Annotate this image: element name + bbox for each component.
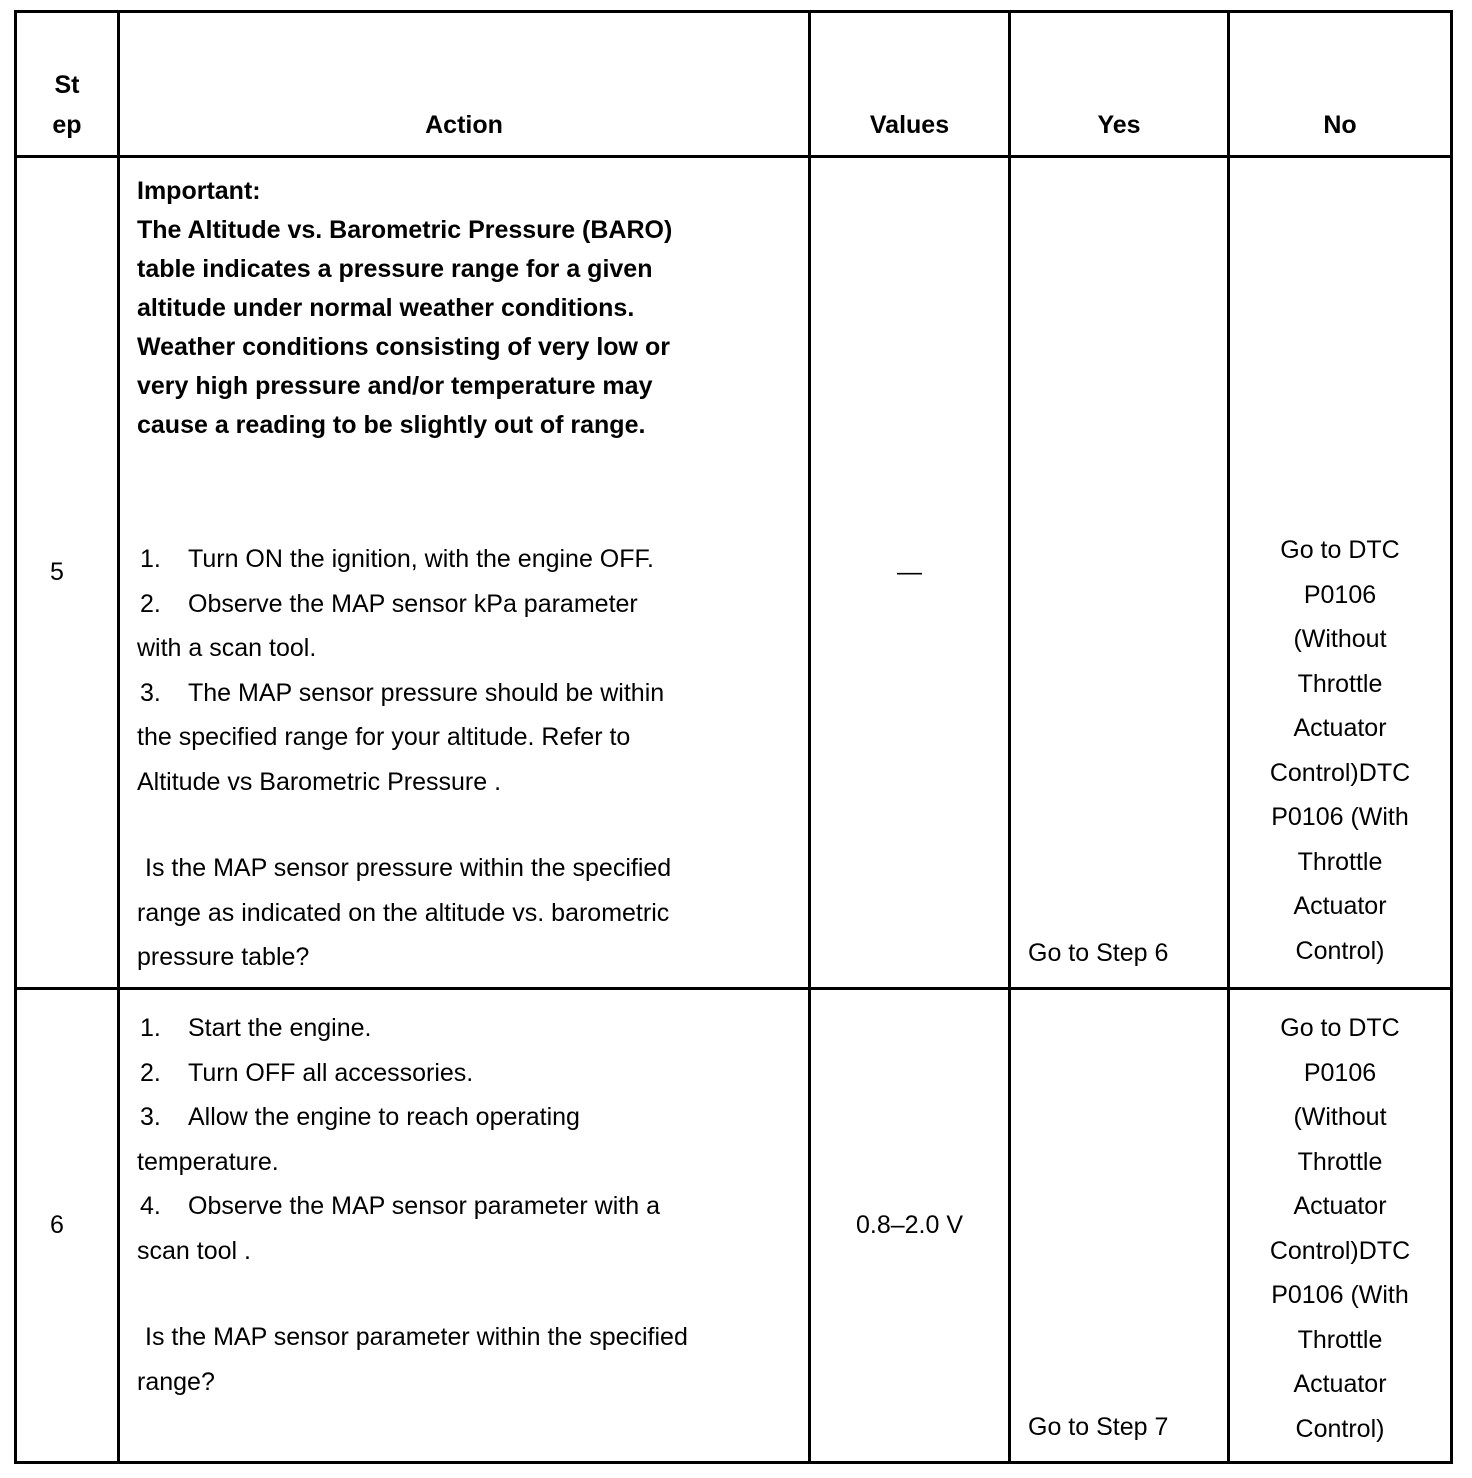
list-item bbox=[137, 671, 790, 716]
list-item-number: 1. bbox=[140, 1014, 161, 1042]
no-line: P0106 (With bbox=[1271, 1281, 1409, 1309]
step-number: 6 bbox=[16, 989, 119, 1463]
no-line: P0106 bbox=[1303, 1058, 1377, 1087]
question-line: Is the MAP sensor parameter within the specified bbox=[145, 1323, 688, 1351]
important-title: Important: bbox=[137, 177, 261, 205]
no-line: Control)DTC bbox=[1269, 758, 1411, 787]
important-line: table indicates a pressure range for a given bbox=[137, 255, 653, 283]
no-line: Actuator bbox=[1293, 1192, 1387, 1220]
action-cell bbox=[119, 989, 810, 1463]
no-line: Go to DTC bbox=[1280, 1014, 1400, 1042]
question-line: pressure table? bbox=[137, 943, 310, 971]
no-line: Control) bbox=[1295, 936, 1385, 965]
list-item-text: Start the engine. bbox=[188, 1014, 372, 1042]
header-step bbox=[16, 12, 119, 157]
no-line: Actuator bbox=[1293, 892, 1387, 920]
step-number: 5 bbox=[16, 157, 119, 989]
list-item-text: Observe the MAP sensor parameter with a bbox=[188, 1192, 660, 1220]
no-line: P0106 bbox=[1303, 580, 1377, 609]
list-item-text: Observe the MAP sensor kPa parameter bbox=[188, 589, 638, 618]
no-line: Control)DTC bbox=[1269, 1236, 1411, 1265]
no-line: Control) bbox=[1295, 1414, 1385, 1443]
list-item-number: 1. bbox=[140, 545, 161, 573]
list-item-continuation: scan tool . bbox=[137, 1236, 251, 1265]
list-item-number: 3. bbox=[140, 678, 161, 707]
diagnostic-table bbox=[14, 10, 1453, 1464]
important-note bbox=[137, 172, 790, 445]
list-item-number: 2. bbox=[140, 589, 161, 618]
important-line: The Altitude vs. Barometric Pressure (BARO) bbox=[137, 216, 673, 244]
list-item-text: Turn OFF all accessories. bbox=[188, 1058, 474, 1087]
action-cell bbox=[119, 157, 810, 989]
table-row-step-6 bbox=[16, 989, 1452, 1463]
list-item-number: 2. bbox=[140, 1058, 161, 1087]
no-cell bbox=[1229, 157, 1452, 989]
list-item bbox=[137, 1006, 790, 1051]
no-line: P0106 (With bbox=[1271, 803, 1409, 831]
header-row bbox=[16, 12, 1452, 157]
question-line: range as indicated on the altitude vs. barometric bbox=[137, 898, 670, 927]
list-item-number: 3. bbox=[140, 1103, 161, 1131]
no-line: (Without bbox=[1293, 625, 1387, 653]
important-line: Weather conditions consisting of very low or bbox=[137, 333, 670, 361]
values-cell: 0.8–2.0 V bbox=[810, 989, 1010, 1463]
header-step-line2: ep bbox=[52, 111, 82, 139]
values-cell: — bbox=[810, 157, 1010, 989]
no-line: (Without bbox=[1293, 1103, 1387, 1131]
important-line: cause a reading to be slightly out of range. bbox=[137, 411, 646, 439]
list-item bbox=[137, 1051, 790, 1096]
no-line: Go to DTC bbox=[1280, 536, 1400, 564]
list-item-text: Turn ON the ignition, with the engine OFF. bbox=[188, 545, 654, 573]
list-item-continuation: the specified range for your altitude. Refer to bbox=[137, 723, 631, 751]
no-line: Throttle bbox=[1297, 669, 1383, 698]
list-item bbox=[137, 582, 790, 627]
list-item-text: Allow the engine to reach operating bbox=[188, 1103, 580, 1131]
header-step-line1: St bbox=[54, 71, 80, 99]
no-line: Actuator bbox=[1293, 714, 1387, 742]
yes-cell: Go to Step 6 bbox=[1010, 157, 1229, 989]
list-item-continuation: Altitude vs Barometric Pressure . bbox=[137, 767, 502, 796]
important-line: very high pressure and/or temperature may bbox=[137, 372, 653, 400]
no-line: Throttle bbox=[1297, 1147, 1383, 1176]
no-cell bbox=[1229, 989, 1452, 1463]
yes-cell: Go to Step 7 bbox=[1010, 989, 1229, 1463]
header-yes: Yes bbox=[1010, 12, 1229, 157]
list-item bbox=[137, 1184, 790, 1229]
list-item-continuation: temperature. bbox=[137, 1147, 279, 1176]
question-line: range? bbox=[137, 1367, 215, 1396]
table-row-step-5 bbox=[16, 157, 1452, 989]
header-action: Action bbox=[119, 12, 810, 157]
no-line: Throttle bbox=[1297, 847, 1383, 876]
list-item-text: The MAP sensor pressure should be within bbox=[188, 678, 665, 707]
question-line: Is the MAP sensor pressure within the specified bbox=[145, 854, 672, 882]
list-item bbox=[137, 537, 790, 582]
list-item bbox=[137, 1095, 790, 1140]
header-no: No bbox=[1229, 12, 1452, 157]
list-item-continuation: with a scan tool. bbox=[137, 634, 317, 662]
header-values: Values bbox=[810, 12, 1010, 157]
no-line: Actuator bbox=[1293, 1370, 1387, 1398]
no-line: Throttle bbox=[1297, 1325, 1383, 1354]
list-item-number: 4. bbox=[140, 1192, 161, 1220]
important-line: altitude under normal weather conditions. bbox=[137, 294, 635, 322]
